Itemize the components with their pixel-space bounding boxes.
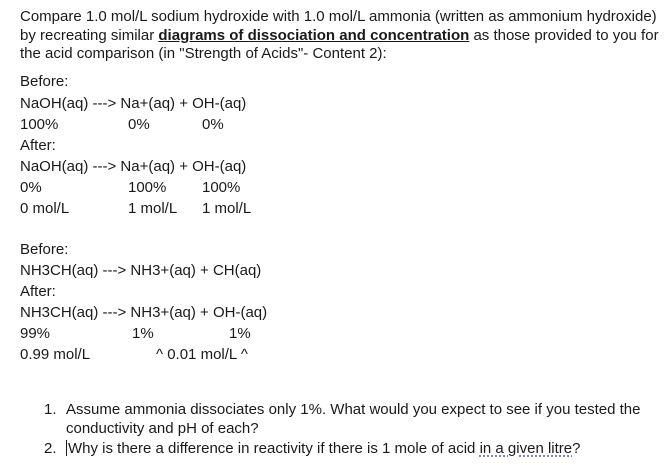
naoh-after-pct-oh: 100% bbox=[202, 179, 241, 196]
naoh-before-pct-reactant: 100% bbox=[20, 116, 59, 133]
nh3-before-label: Before: bbox=[20, 241, 69, 258]
nh3-conc-products: ^ 0.01 mol/L ^ bbox=[156, 346, 248, 363]
question-item bbox=[44, 439, 644, 458]
nh3-after-label: After: bbox=[20, 283, 56, 300]
nh3-equation-before: NH3CH(aq) ---> NH3+(aq) + CH(aq) bbox=[20, 262, 262, 279]
question-number: 1. bbox=[44, 401, 57, 418]
nh3-pct-oh: 1% bbox=[229, 325, 251, 342]
diagrams-link[interactable]: diagrams of dissociation and concentration bbox=[158, 26, 470, 44]
question-number: 2. bbox=[44, 440, 57, 457]
nh3-pct-reactant: 99% bbox=[20, 325, 51, 342]
question-text-end: ? bbox=[572, 440, 581, 457]
intro-paragraph bbox=[20, 8, 660, 64]
naoh-after-conc-reactant: 0 mol/L bbox=[20, 200, 70, 217]
intro-text-end: as those provided to you for the acid comparison (in "Strength of Acids"- Content 2): bbox=[20, 26, 659, 62]
question-text: Assume ammonia dissociates only 1%. What would you expect to see if you tested the conductivity and pH of each? bbox=[66, 401, 641, 437]
naoh-after-pct-reactant: 0% bbox=[20, 179, 42, 196]
spellcheck-flagged-text[interactable]: in a given litre bbox=[479, 440, 573, 457]
question-list bbox=[44, 400, 644, 458]
naoh-before-label: Before: bbox=[20, 73, 69, 90]
naoh-after-label: After: bbox=[20, 137, 56, 154]
text-cursor bbox=[66, 440, 67, 456]
nh3-conc-reactant: 0.99 mol/L bbox=[20, 346, 91, 363]
naoh-after-conc-na: 1 mol/L bbox=[128, 200, 178, 217]
naoh-before-pct-na: 0% bbox=[128, 116, 150, 133]
question-item bbox=[44, 400, 644, 438]
nh3-equation-after: NH3CH(aq) ---> NH3+(aq) + OH-(aq) bbox=[20, 304, 268, 321]
naoh-equation-before: NaOH(aq) ---> Na+(aq) + OH-(aq) bbox=[20, 95, 247, 112]
intro-text: Compare 1.0 mol/L sodium hydroxide with 1.0 mol/L ammonia (written as ammonium hydroxide) by recreating similar bbox=[20, 8, 657, 44]
naoh-after-conc-oh: 1 mol/L bbox=[202, 200, 252, 217]
question-text: Why is there a difference in reactivity if there is 1 mole of acid bbox=[68, 440, 480, 457]
naoh-before-pct-oh: 0% bbox=[202, 116, 224, 133]
naoh-equation-after: NaOH(aq) ---> Na+(aq) + OH-(aq) bbox=[20, 158, 247, 175]
naoh-after-pct-na: 100% bbox=[128, 179, 167, 196]
nh3-pct-nh3: 1% bbox=[132, 325, 154, 342]
